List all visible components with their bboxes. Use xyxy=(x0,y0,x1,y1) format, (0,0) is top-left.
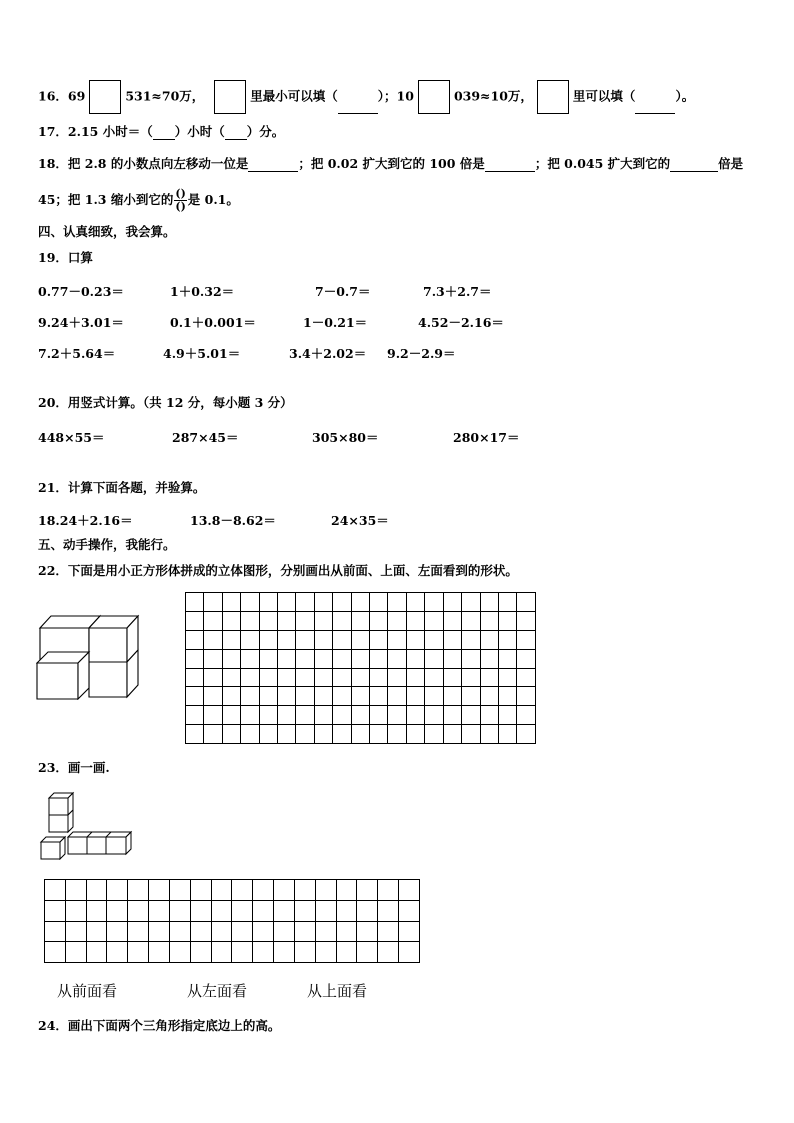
grid-cell[interactable] xyxy=(498,725,516,744)
oral-calc-item: 7.3＋2.7＝ xyxy=(423,284,492,299)
question-17: 17．2.15 小时＝（ ）小时（ ）分。 xyxy=(38,124,285,139)
grid-cell[interactable] xyxy=(204,630,222,649)
grid-cell[interactable] xyxy=(253,921,274,942)
grid-cell[interactable] xyxy=(278,668,296,687)
grid-cell[interactable] xyxy=(370,630,388,649)
grid-cell[interactable] xyxy=(45,880,66,901)
grid-cell[interactable] xyxy=(315,942,336,963)
grid-cell[interactable] xyxy=(278,725,296,744)
grid-cell[interactable] xyxy=(517,706,536,725)
grid-cell[interactable] xyxy=(222,649,240,668)
grid-cell[interactable] xyxy=(186,649,204,668)
grid-cell[interactable] xyxy=(351,593,369,612)
grid-cell[interactable] xyxy=(351,725,369,744)
grid-cell[interactable] xyxy=(222,668,240,687)
grid-cell[interactable] xyxy=(314,630,332,649)
grid-cell[interactable] xyxy=(253,880,274,901)
question-23-title: 23．画一画. xyxy=(38,760,110,775)
oral-calc-item: 4.9＋5.01＝ xyxy=(163,346,241,361)
grid-cell[interactable] xyxy=(462,668,480,687)
grid-cell[interactable] xyxy=(388,706,406,725)
grid-cell[interactable] xyxy=(315,880,336,901)
cube-face-front xyxy=(49,798,68,815)
grid-cell[interactable] xyxy=(425,706,443,725)
verify-calc-item: 24×35＝ xyxy=(331,513,389,528)
grid-cell[interactable] xyxy=(278,687,296,706)
grid-cell[interactable] xyxy=(45,900,66,921)
grid-cell[interactable] xyxy=(351,706,369,725)
grid-cell[interactable] xyxy=(128,942,149,963)
grid-cell[interactable] xyxy=(232,880,253,901)
grid-cell[interactable] xyxy=(480,593,498,612)
grid-cell[interactable] xyxy=(443,593,461,612)
grid-cell[interactable] xyxy=(378,942,399,963)
grid-cell[interactable] xyxy=(443,706,461,725)
grid-cell[interactable] xyxy=(86,942,107,963)
grid-cell[interactable] xyxy=(65,942,86,963)
grid-cell[interactable] xyxy=(351,611,369,630)
grid-cell[interactable] xyxy=(443,611,461,630)
grid-cell[interactable] xyxy=(336,942,357,963)
grid-cell[interactable] xyxy=(128,880,149,901)
oral-calc-item: 0.77－0.23＝ xyxy=(38,284,124,299)
cube-face-front xyxy=(37,663,78,699)
grid-cell[interactable] xyxy=(128,921,149,942)
grid-cell[interactable] xyxy=(169,942,190,963)
digit-box-3[interactable] xyxy=(418,80,450,114)
grid-cell[interactable] xyxy=(406,611,424,630)
grid-cell[interactable] xyxy=(86,921,107,942)
oral-calc-item: 7.2＋5.64＝ xyxy=(38,346,116,361)
grid-cell[interactable] xyxy=(296,668,314,687)
grid-cell[interactable] xyxy=(169,921,190,942)
grid-cell[interactable] xyxy=(314,611,332,630)
grid-cell[interactable] xyxy=(294,880,315,901)
oral-calc-item: 9.2－2.9＝ xyxy=(387,346,456,361)
grid-cell[interactable] xyxy=(315,900,336,921)
drawing-grid-22[interactable] xyxy=(185,592,536,744)
oral-calc-item: 1－0.21＝ xyxy=(303,315,368,330)
grid-cell[interactable] xyxy=(498,668,516,687)
question-20-title: 20．用竖式计算。（共 12 分，每小题 3 分） xyxy=(38,395,293,410)
grid-cell[interactable] xyxy=(222,630,240,649)
grid-cell[interactable] xyxy=(274,921,295,942)
grid-cell[interactable] xyxy=(406,725,424,744)
grid-cell[interactable] xyxy=(222,725,240,744)
grid-cell[interactable] xyxy=(149,880,170,901)
grid-cell[interactable] xyxy=(314,687,332,706)
grid-cell[interactable] xyxy=(86,900,107,921)
grid-cell[interactable] xyxy=(425,630,443,649)
grid-cell[interactable] xyxy=(406,687,424,706)
grid-cell[interactable] xyxy=(462,687,480,706)
grid-cell[interactable] xyxy=(370,593,388,612)
grid-cell[interactable] xyxy=(388,725,406,744)
grid-cell[interactable] xyxy=(259,706,277,725)
answer-blank[interactable] xyxy=(670,171,718,172)
grid-cell[interactable] xyxy=(517,611,536,630)
grid-cell[interactable] xyxy=(378,921,399,942)
grid-cell[interactable] xyxy=(278,630,296,649)
grid-cell[interactable] xyxy=(294,921,315,942)
grid-cell[interactable] xyxy=(241,630,259,649)
grid-cell[interactable] xyxy=(462,630,480,649)
answer-blank[interactable] xyxy=(485,171,535,172)
grid-cell[interactable] xyxy=(190,921,211,942)
grid-cell[interactable] xyxy=(294,942,315,963)
grid-cell[interactable] xyxy=(498,649,516,668)
cube-face-front xyxy=(87,837,106,854)
view-label-top: 从上面看 xyxy=(307,982,368,1000)
grid-cell[interactable] xyxy=(378,900,399,921)
grid-cell[interactable] xyxy=(462,725,480,744)
grid-cell[interactable] xyxy=(222,687,240,706)
grid-cell[interactable] xyxy=(222,593,240,612)
grid-cell[interactable] xyxy=(296,725,314,744)
grid-cell[interactable] xyxy=(357,880,378,901)
grid-cell[interactable] xyxy=(443,668,461,687)
grid-cell[interactable] xyxy=(333,687,351,706)
view-label-left: 从左面看 xyxy=(187,982,248,1000)
grid-cell[interactable] xyxy=(128,900,149,921)
grid-cell[interactable] xyxy=(406,649,424,668)
grid-cell[interactable] xyxy=(296,593,314,612)
grid-cell[interactable] xyxy=(388,668,406,687)
grid-cell[interactable] xyxy=(169,900,190,921)
grid-cell[interactable] xyxy=(296,630,314,649)
grid-cell[interactable] xyxy=(204,706,222,725)
grid-cell[interactable] xyxy=(296,706,314,725)
grid-cell[interactable] xyxy=(278,649,296,668)
vertical-calc-item: 305×80＝ xyxy=(312,430,379,445)
grid-cell[interactable] xyxy=(253,900,274,921)
grid-cell[interactable] xyxy=(186,611,204,630)
grid-cell[interactable] xyxy=(232,921,253,942)
grid-cell[interactable] xyxy=(241,593,259,612)
verify-calc-item: 13.8－8.62＝ xyxy=(190,513,276,528)
grid-cell[interactable] xyxy=(278,593,296,612)
grid-cell[interactable] xyxy=(65,900,86,921)
cube-face-front xyxy=(41,842,60,859)
grid-cell[interactable] xyxy=(259,593,277,612)
grid-cell[interactable] xyxy=(336,880,357,901)
grid-cell[interactable] xyxy=(45,921,66,942)
grid-cell[interactable] xyxy=(315,921,336,942)
grid-cell[interactable] xyxy=(314,593,332,612)
grid-cell[interactable] xyxy=(314,706,332,725)
grid-cell[interactable] xyxy=(498,611,516,630)
grid-cell[interactable] xyxy=(333,706,351,725)
grid-cell[interactable] xyxy=(388,687,406,706)
grid-cell[interactable] xyxy=(45,942,66,963)
grid-cell[interactable] xyxy=(274,900,295,921)
grid-cell[interactable] xyxy=(296,649,314,668)
grid-cell[interactable] xyxy=(241,687,259,706)
grid-cell[interactable] xyxy=(296,687,314,706)
grid-cell[interactable] xyxy=(333,725,351,744)
grid-cell[interactable] xyxy=(517,725,536,744)
cube-face-front xyxy=(68,837,87,854)
grid-cell[interactable] xyxy=(107,880,128,901)
cube-face-front xyxy=(49,815,68,832)
grid-cell[interactable] xyxy=(425,611,443,630)
grid-cell[interactable] xyxy=(222,706,240,725)
cube-face-front xyxy=(89,662,127,697)
answer-blank[interactable] xyxy=(153,139,175,140)
grid-cell[interactable] xyxy=(314,725,332,744)
grid-cell[interactable] xyxy=(274,942,295,963)
grid-cell[interactable] xyxy=(278,706,296,725)
grid-cell[interactable] xyxy=(186,668,204,687)
view-label-front: 从前面看 xyxy=(57,982,118,1000)
cube-face-front xyxy=(89,628,127,662)
grid-cell[interactable] xyxy=(480,687,498,706)
grid-cell[interactable] xyxy=(204,668,222,687)
grid-cell[interactable] xyxy=(107,942,128,963)
vertical-calc-item: 287×45＝ xyxy=(172,430,239,445)
drawing-grid-23[interactable] xyxy=(44,879,420,963)
grid-cell[interactable] xyxy=(351,687,369,706)
grid-cell[interactable] xyxy=(351,630,369,649)
oral-calc-item: 0.1＋0.001＝ xyxy=(170,315,256,330)
grid-cell[interactable] xyxy=(480,706,498,725)
grid-cell[interactable] xyxy=(425,593,443,612)
question-19-title: 19．口算 xyxy=(38,250,93,265)
grid-cell[interactable] xyxy=(86,880,107,901)
grid-cell[interactable] xyxy=(211,921,232,942)
digit-box-2[interactable] xyxy=(214,80,246,114)
grid-cell[interactable] xyxy=(357,942,378,963)
oral-calc-item: 7－0.7＝ xyxy=(315,284,371,299)
grid-cell[interactable] xyxy=(498,593,516,612)
grid-cell[interactable] xyxy=(517,687,536,706)
grid-cell[interactable] xyxy=(204,611,222,630)
grid-cell[interactable] xyxy=(462,649,480,668)
grid-cell[interactable] xyxy=(296,611,314,630)
grid-cell[interactable] xyxy=(351,649,369,668)
grid-cell[interactable] xyxy=(314,649,332,668)
grid-cell[interactable] xyxy=(399,942,420,963)
question-18-line-1: 18．把 2.8 的小数点向左移动一位是 ；把 0.02 扩大到它的 100 倍是 ；把 0.045 扩大到它的 倍是 xyxy=(38,156,744,171)
grid-cell[interactable] xyxy=(406,593,424,612)
oral-calc-item: 4.52－2.16＝ xyxy=(418,315,504,330)
grid-cell[interactable] xyxy=(498,687,516,706)
grid-cell[interactable] xyxy=(388,611,406,630)
section-5-heading: 五、动手操作，我能行。 xyxy=(38,537,176,552)
grid-cell[interactable] xyxy=(259,725,277,744)
grid-cell[interactable] xyxy=(399,921,420,942)
grid-cell[interactable] xyxy=(370,611,388,630)
grid-cell[interactable] xyxy=(232,942,253,963)
grid-cell[interactable] xyxy=(480,725,498,744)
grid-cell[interactable] xyxy=(314,668,332,687)
grid-cell[interactable] xyxy=(241,725,259,744)
grid-cell[interactable] xyxy=(204,649,222,668)
grid-cell[interactable] xyxy=(443,687,461,706)
grid-cell[interactable] xyxy=(211,880,232,901)
digit-box-1[interactable] xyxy=(89,80,121,114)
question-24-title: 24．画出下面两个三角形指定底边上的高。 xyxy=(38,1018,281,1033)
grid-cell[interactable] xyxy=(241,706,259,725)
grid-cell[interactable] xyxy=(186,687,204,706)
grid-cell[interactable] xyxy=(357,921,378,942)
digit-box-4[interactable] xyxy=(537,80,569,114)
grid-cell[interactable] xyxy=(336,900,357,921)
grid-cell[interactable] xyxy=(107,921,128,942)
grid-cell[interactable] xyxy=(425,725,443,744)
grid-cell[interactable] xyxy=(65,921,86,942)
grid-cell[interactable] xyxy=(517,593,536,612)
grid-cell[interactable] xyxy=(406,630,424,649)
grid-cell[interactable] xyxy=(259,668,277,687)
grid-cell[interactable] xyxy=(274,880,295,901)
grid-cell[interactable] xyxy=(333,630,351,649)
grid-cell[interactable] xyxy=(517,668,536,687)
grid-cell[interactable] xyxy=(399,880,420,901)
grid-cell[interactable] xyxy=(186,630,204,649)
grid-cell[interactable] xyxy=(462,706,480,725)
grid-cell[interactable] xyxy=(241,668,259,687)
grid-cell[interactable] xyxy=(399,900,420,921)
grid-cell[interactable] xyxy=(259,630,277,649)
cube-figure-22 xyxy=(36,604,142,700)
grid-cell[interactable] xyxy=(149,921,170,942)
grid-cell[interactable] xyxy=(241,611,259,630)
grid-cell[interactable] xyxy=(378,880,399,901)
grid-cell[interactable] xyxy=(517,649,536,668)
grid-cell[interactable] xyxy=(370,649,388,668)
grid-cell[interactable] xyxy=(232,900,253,921)
grid-cell[interactable] xyxy=(443,725,461,744)
grid-cell[interactable] xyxy=(351,668,369,687)
grid-cell[interactable] xyxy=(480,649,498,668)
grid-cell[interactable] xyxy=(259,687,277,706)
grid-cell[interactable] xyxy=(204,593,222,612)
grid-cell[interactable] xyxy=(498,706,516,725)
question-18-line-2: 45；把 1.3 缩小到它的 $\frac{()}{()}$ 是 0.1。 xyxy=(38,187,239,213)
cube-face-top xyxy=(68,832,131,837)
grid-cell[interactable] xyxy=(406,668,424,687)
grid-cell[interactable] xyxy=(149,900,170,921)
vertical-calc-item: 280×17＝ xyxy=(453,430,520,445)
verify-calc-item: 18.24＋2.16＝ xyxy=(38,513,133,528)
grid-cell[interactable] xyxy=(425,649,443,668)
answer-blank[interactable] xyxy=(225,139,247,140)
grid-cell[interactable] xyxy=(65,880,86,901)
grid-cell[interactable] xyxy=(186,706,204,725)
oral-calc-item: 3.4＋2.02＝ xyxy=(289,346,367,361)
cube-figure-23 xyxy=(38,790,134,860)
grid-cell[interactable] xyxy=(425,668,443,687)
question-21-title: 21．计算下面各题，并验算。 xyxy=(38,480,206,495)
grid-cell[interactable] xyxy=(370,668,388,687)
grid-cell[interactable] xyxy=(370,725,388,744)
answer-blank[interactable] xyxy=(248,171,298,172)
fraction-blank[interactable]: $\frac{()}{()}$ xyxy=(175,187,186,213)
cube-face-front xyxy=(106,837,126,854)
grid-cell[interactable] xyxy=(259,649,277,668)
grid-cell[interactable] xyxy=(333,611,351,630)
grid-cell[interactable] xyxy=(370,687,388,706)
grid-cell[interactable] xyxy=(388,593,406,612)
grid-cell[interactable] xyxy=(204,687,222,706)
answer-blank[interactable] xyxy=(635,113,675,114)
grid-cell[interactable] xyxy=(480,611,498,630)
oral-calc-item: 9.24＋3.01＝ xyxy=(38,315,124,330)
grid-cell[interactable] xyxy=(169,880,190,901)
grid-cell[interactable] xyxy=(149,942,170,963)
answer-blank[interactable] xyxy=(338,113,378,114)
grid-cell[interactable] xyxy=(190,880,211,901)
oral-calc-item: 1＋0.32＝ xyxy=(170,284,235,299)
grid-cell[interactable] xyxy=(462,593,480,612)
grid-cell[interactable] xyxy=(462,611,480,630)
grid-cell[interactable] xyxy=(204,725,222,744)
grid-cell[interactable] xyxy=(517,630,536,649)
grid-cell[interactable] xyxy=(333,593,351,612)
grid-cell[interactable] xyxy=(190,942,211,963)
grid-cell[interactable] xyxy=(241,649,259,668)
grid-cell[interactable] xyxy=(498,630,516,649)
grid-cell[interactable] xyxy=(336,921,357,942)
grid-cell[interactable] xyxy=(357,900,378,921)
grid-cell[interactable] xyxy=(388,649,406,668)
grid-cell[interactable] xyxy=(222,611,240,630)
grid-cell[interactable] xyxy=(370,706,388,725)
vertical-calc-item: 448×55＝ xyxy=(38,430,105,445)
grid-cell[interactable] xyxy=(186,725,204,744)
grid-cell[interactable] xyxy=(253,942,274,963)
grid-cell[interactable] xyxy=(107,900,128,921)
question-22-title: 22．下面是用小正方形体拼成的立体图形，分别画出从前面、上面、左面看到的形状。 xyxy=(38,563,518,578)
grid-cell[interactable] xyxy=(333,668,351,687)
grid-cell[interactable] xyxy=(211,942,232,963)
grid-cell[interactable] xyxy=(259,611,277,630)
question-16: 16．69 531≈70万， 里最小可以填（ ）；10 039≈10万， 里可以填（ ）。 xyxy=(38,80,694,114)
grid-cell[interactable] xyxy=(443,630,461,649)
grid-cell[interactable] xyxy=(186,593,204,612)
grid-cell[interactable] xyxy=(388,630,406,649)
grid-cell[interactable] xyxy=(443,649,461,668)
grid-cell[interactable] xyxy=(480,668,498,687)
grid-cell[interactable] xyxy=(406,706,424,725)
grid-cell[interactable] xyxy=(190,900,211,921)
grid-cell[interactable] xyxy=(211,900,232,921)
grid-cell[interactable] xyxy=(480,630,498,649)
grid-cell[interactable] xyxy=(278,611,296,630)
grid-cell[interactable] xyxy=(294,900,315,921)
grid-cell[interactable] xyxy=(425,687,443,706)
section-4-heading: 四、认真细致，我会算。 xyxy=(38,224,176,239)
grid-cell[interactable] xyxy=(333,649,351,668)
